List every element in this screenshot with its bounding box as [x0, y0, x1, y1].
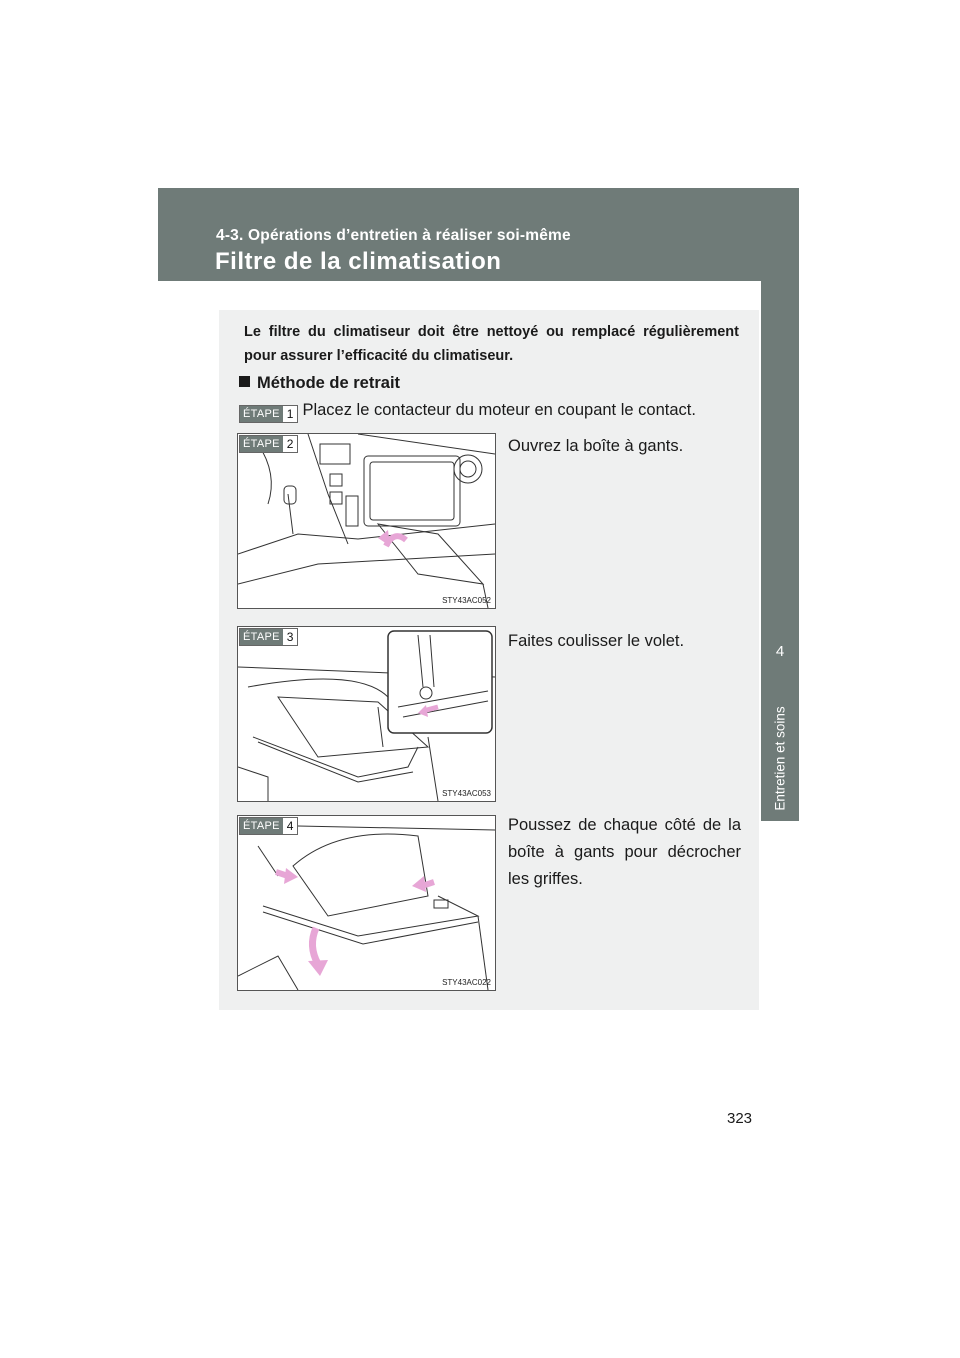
- step-badge-label: ÉTAPE: [240, 818, 283, 834]
- chapter-side-tab: [761, 281, 799, 1293]
- intro-text: Le filtre du climatiseur doit être nettoyé ou remplacé régulièrement pour assurer l’efficacité du climatiseur.: [244, 324, 739, 364]
- step-1: [239, 401, 696, 423]
- step-badge: [239, 817, 298, 835]
- step-badge-label: ÉTAPE: [240, 629, 283, 645]
- page-number: 323: [727, 1110, 753, 1127]
- section-reference: 4-3. Opérations d’entretien à réaliser soi-même: [216, 227, 571, 244]
- figure-code: STY43AC022: [442, 978, 491, 987]
- step-1-text: Placez le contacteur du moteur en coupant le contact.: [302, 401, 696, 419]
- side-tab-gap: [761, 821, 799, 1293]
- step-badge-label: ÉTAPE: [240, 406, 283, 422]
- step-badge-number: 2: [286, 437, 294, 451]
- step-badge-number: 1: [286, 407, 294, 421]
- step-4-text: Poussez de chaque côté de la boîte à gants pour décrocher les griffes.: [508, 816, 741, 888]
- method-heading: [239, 374, 400, 393]
- chapter-number: 4: [775, 643, 785, 660]
- method-heading-text: Méthode de retrait: [257, 374, 401, 392]
- step-badge-number: 4: [286, 819, 294, 833]
- step-3-figure: [237, 626, 496, 802]
- figure-code: STY43AC052: [442, 596, 491, 605]
- figure-code: STY43AC053: [442, 789, 491, 798]
- step-badge-number: 3: [286, 630, 294, 644]
- step-badge-label: ÉTAPE: [240, 436, 283, 452]
- content-panel: [219, 310, 759, 1010]
- chapter-label: Entretien et soins: [772, 706, 788, 811]
- step-2-figure: [237, 433, 496, 609]
- step-4-figure: [237, 815, 496, 991]
- step-3-text: Faites coulisser le volet.: [508, 632, 685, 650]
- step-badge: [239, 628, 298, 646]
- header-band: [158, 188, 799, 281]
- square-bullet-icon: [239, 376, 250, 387]
- glovebox-shutter-illustration: [238, 627, 495, 801]
- page-title: Filtre de la climatisation: [215, 248, 502, 275]
- glovebox-claws-illustration: [238, 816, 495, 990]
- step-badge: [239, 405, 298, 423]
- dashboard-illustration: [238, 434, 495, 608]
- step-2-text: Ouvrez la boîte à gants.: [508, 437, 684, 455]
- step-badge: [239, 435, 298, 453]
